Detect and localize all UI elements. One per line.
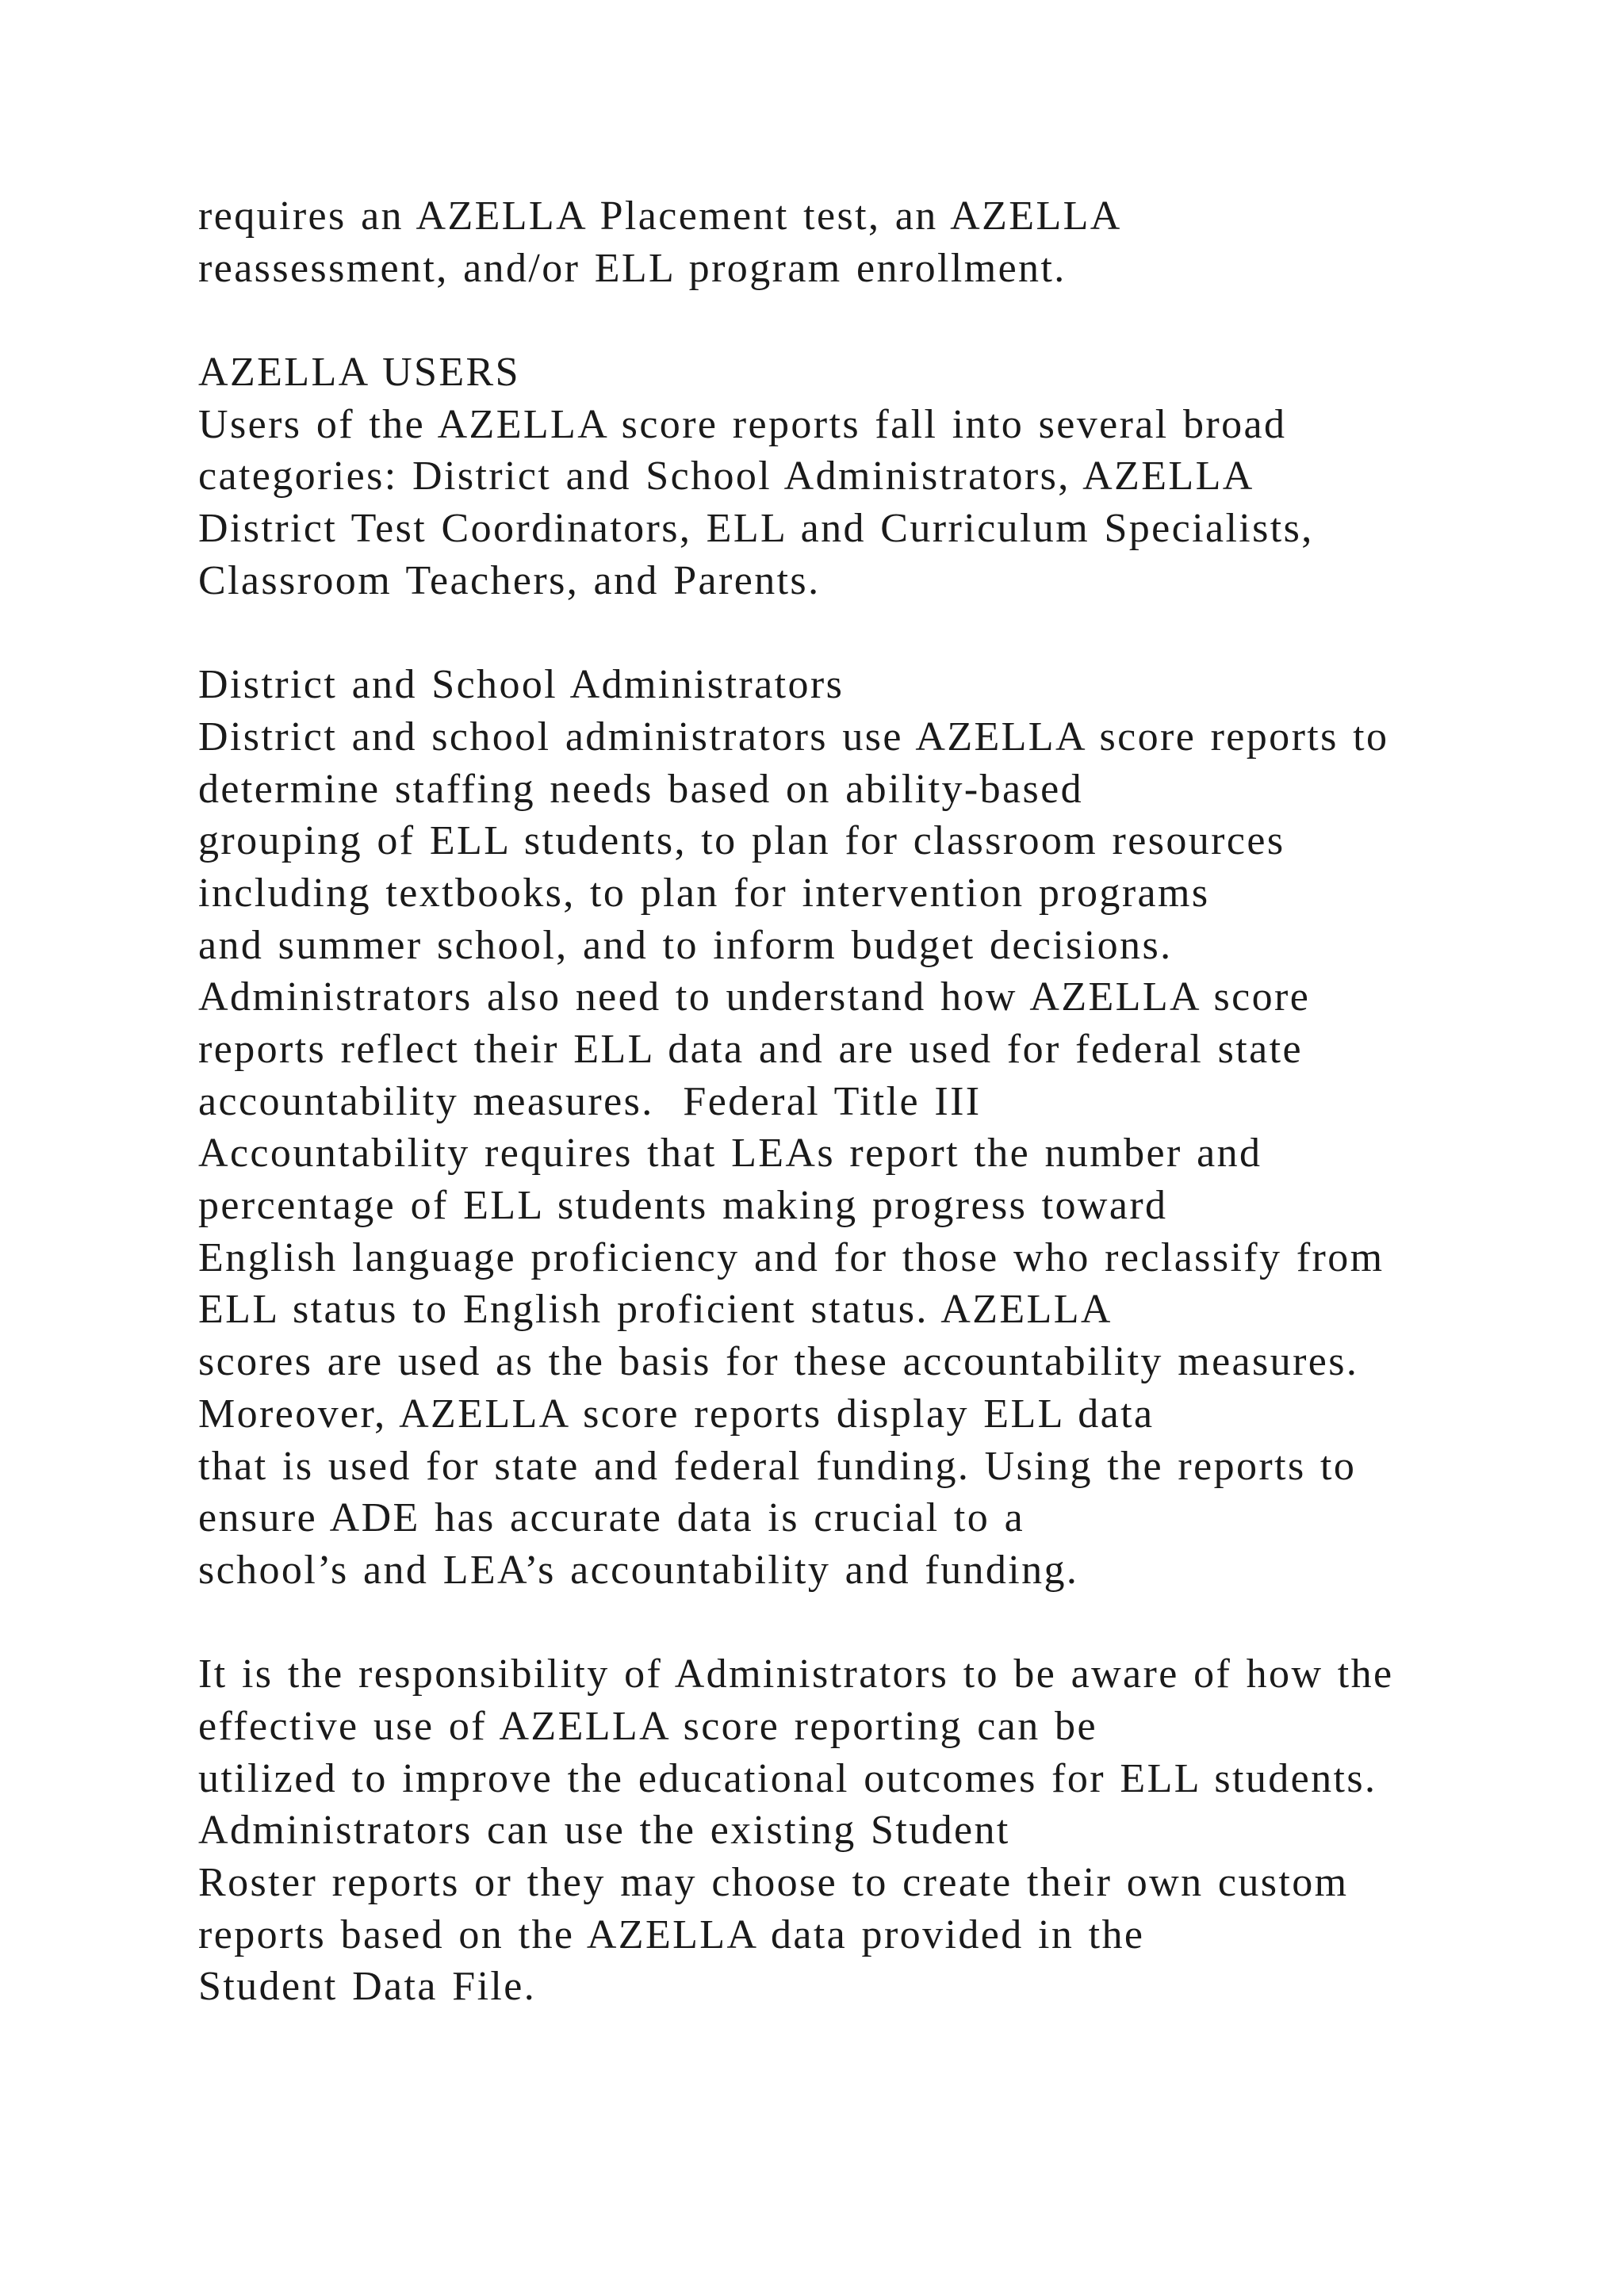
- text-line: Administrators also need to understand how AZELLA score: [198, 974, 1311, 1020]
- text-line: percentage of ELL students making progress toward: [198, 1183, 1168, 1229]
- text-line: reports reflect their ELL data and are used for federal state: [198, 1027, 1303, 1072]
- text-line: including textbooks, to plan for intervention programs: [198, 870, 1210, 916]
- text-line: scores are used as the basis for these accountability measures.: [198, 1339, 1359, 1385]
- users-paragraph: [198, 399, 1546, 607]
- azella-users-heading: AZELLA USERS: [198, 350, 520, 396]
- text-line: requires an AZELLA Placement test, an AZELLA: [198, 193, 1122, 239]
- text-line: Users of the AZELLA score reports fall into several broad: [198, 401, 1287, 447]
- paragraph-gap: [198, 1597, 1546, 1649]
- text-line: Accountability requires that LEAs report the number and: [198, 1131, 1262, 1177]
- text-line: Classroom Teachers, and Parents.: [198, 557, 821, 603]
- text-line: Moreover, AZELLA score reports display ELL data: [198, 1391, 1155, 1437]
- text-line: Student Data File.: [198, 1964, 537, 2010]
- text-line: reports based on the AZELLA data provided in the: [198, 1911, 1145, 1957]
- text-line: reassessment, and/or ELL program enrollment.: [198, 245, 1067, 291]
- text-line: effective use of AZELLA score reporting can be: [198, 1703, 1097, 1749]
- intro-paragraph: [198, 190, 1546, 294]
- responsibility-paragraph: [198, 1648, 1546, 2013]
- administrators-heading: District and School Administrators: [198, 662, 845, 708]
- text-line: categories: District and School Administrators, AZELLA: [198, 453, 1254, 499]
- text-line: District Test Coordinators, ELL and Curriculum Specialists,: [198, 506, 1314, 552]
- text-line: ensure ADE has accurate data is crucial to a: [198, 1495, 1025, 1541]
- text-line: English language proficiency and for those who reclassify from: [198, 1234, 1385, 1280]
- text-line: determine staffing needs based on ability-based: [198, 766, 1083, 812]
- document-page: [198, 190, 1546, 2013]
- text-line: It is the responsibility of Administrators to be aware of how the: [198, 1651, 1394, 1697]
- text-line: that is used for state and federal funding. Using the reports to: [198, 1443, 1357, 1489]
- text-line: grouping of ELL students, to plan for classroom resources: [198, 818, 1285, 864]
- administrators-paragraph: [198, 711, 1546, 1597]
- text-line: and summer school, and to inform budget decisions.: [198, 922, 1173, 968]
- text-line: utilized to improve the educational outcomes for ELL students.: [198, 1755, 1377, 1801]
- text-line: accountability measures. Federal Title III: [198, 1078, 982, 1124]
- text-line: school’s and LEA’s accountability and funding.: [198, 1547, 1079, 1593]
- text-line: ELL status to English proficient status. AZELLA: [198, 1287, 1113, 1333]
- paragraph-gap: [198, 294, 1546, 346]
- text-line: Administrators can use the existing Student: [198, 1808, 1010, 1854]
- text-line: District and school administrators use AZELLA score reports to: [198, 714, 1389, 760]
- text-line: Roster reports or they may choose to create their own custom: [198, 1860, 1349, 1905]
- paragraph-gap: [198, 607, 1546, 660]
